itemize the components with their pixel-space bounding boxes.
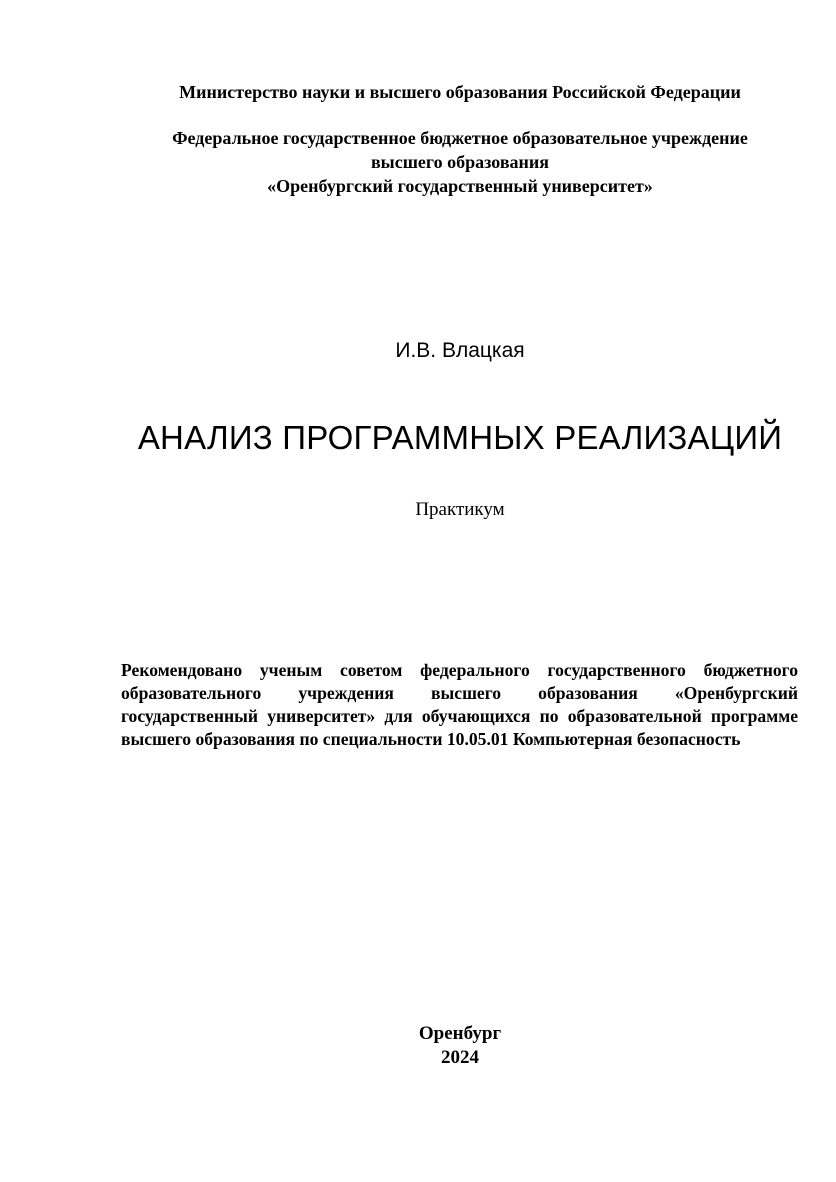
author-name: И.В. Влацкая [395, 339, 525, 362]
institution-line-2: высшего образования [370, 152, 550, 172]
document-title: АНАЛИЗ ПРОГРАММНЫХ РЕАЛИЗАЦИЙ [137, 419, 783, 456]
publication-footer [42, 1022, 836, 1070]
publication-city: Оренбург [418, 1023, 502, 1044]
institution-heading [42, 126, 836, 198]
ministry-line: Министерство науки и высшего образования Российской Федерации [179, 82, 741, 102]
institution-line-1: Федеральное государственное бюджетное образовательное учреждение [172, 128, 748, 148]
institution-line-3: «Оренбургский государственный университет» [267, 176, 653, 196]
publication-year: 2024 [441, 1047, 479, 1068]
document-subtitle: Практикум [415, 499, 505, 520]
ministry-heading [42, 80, 836, 104]
recommendation-text: Рекомендовано ученым советом федерального государственного бюджетного образовательного учреждения высшего образования «Оренбургский государственный университет» для обучающихся по образовательной программе высшего образования по специальности 10.05.01 Компьютерная безопасность [121, 660, 798, 749]
